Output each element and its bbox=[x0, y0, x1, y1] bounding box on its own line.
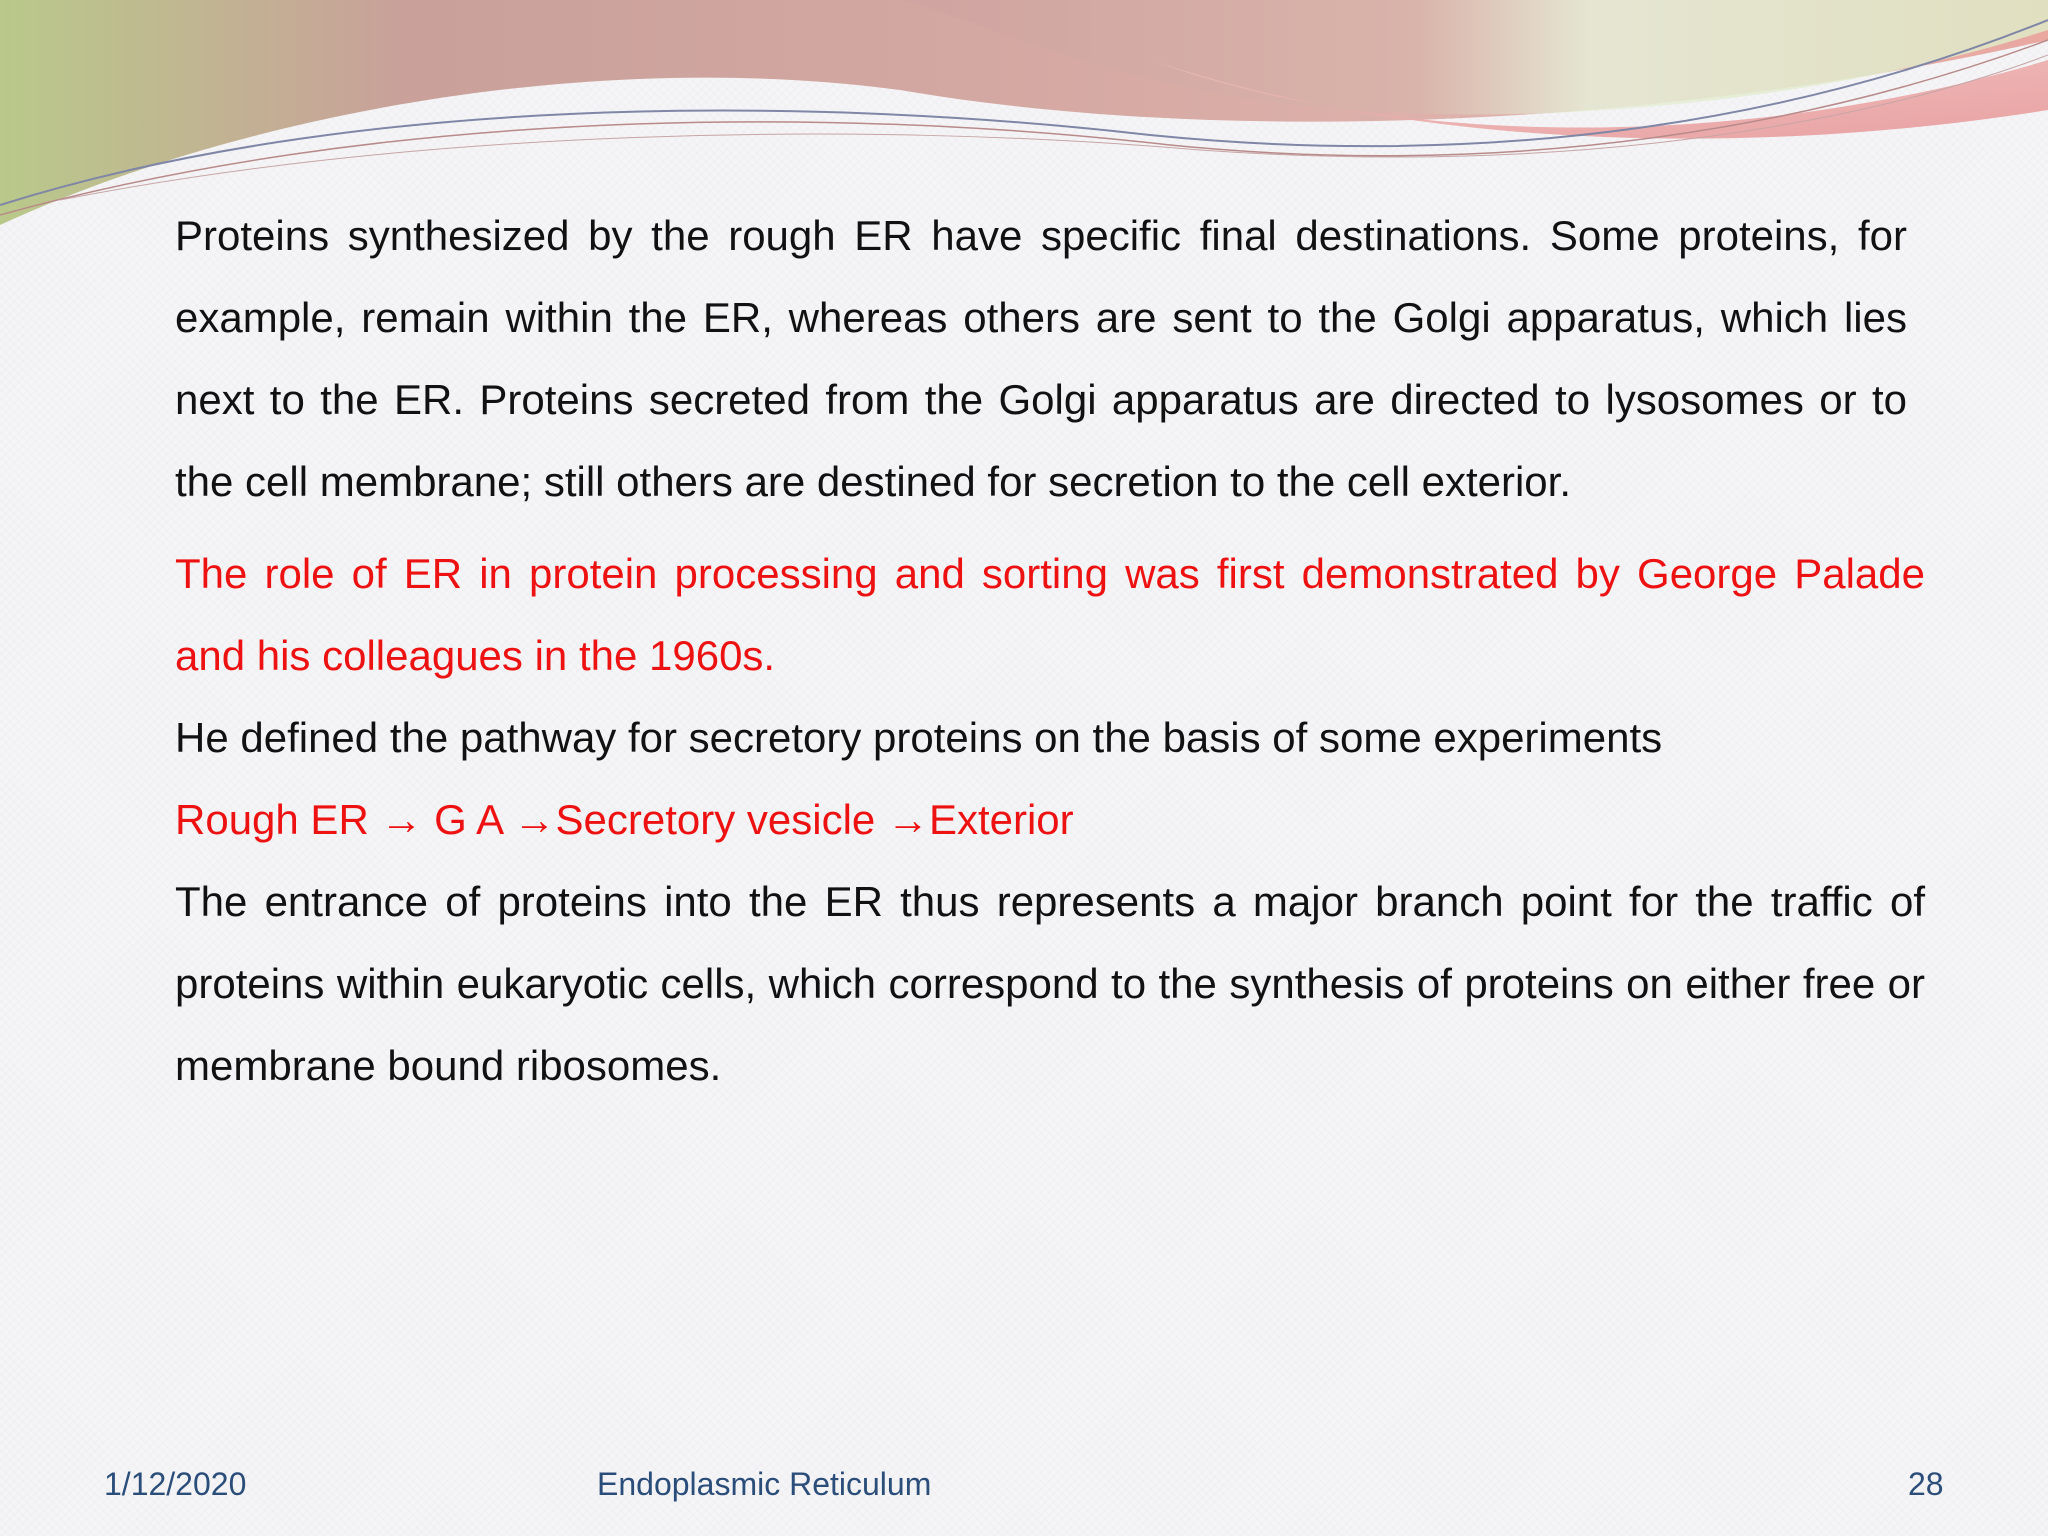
paragraph-branch-point: The entrance of proteins into the ER thus represents a major branch point for the traffic of proteins within eukaryotic cells, which correspond to the synthesis of proteins on either free or membrane bound ribosomes. bbox=[175, 878, 1925, 1089]
paragraph-pathway-intro: He defined the pathway for secretory proteins on the basis of some experiments bbox=[175, 714, 1663, 761]
secretory-pathway: Rough ER → G A →Secretory vesicle →Exterior bbox=[175, 796, 1074, 843]
footer-date: 1/12/2020 bbox=[104, 1466, 247, 1502]
slide-body bbox=[175, 195, 1925, 1107]
paragraph-palade-discovery: The role of ER in protein processing and sorting was first demonstrated by George Palade and his colleagues in the 1960s. bbox=[175, 550, 1925, 679]
footer-title: Endoplasmic Reticulum bbox=[597, 1466, 932, 1502]
paragraph-protein-destinations: Proteins synthesized by the rough ER have specific final destinations. Some proteins, for example, remain within the ER, whereas others are sent to the Golgi apparatus, which lies next to the ER. Proteins secreted from the Golgi apparatus are directed to lysosomes or to the cell membrane; still others are destined for secretion to the cell exterior. bbox=[175, 212, 1907, 505]
footer-page-number: 28 bbox=[1908, 1466, 1944, 1502]
